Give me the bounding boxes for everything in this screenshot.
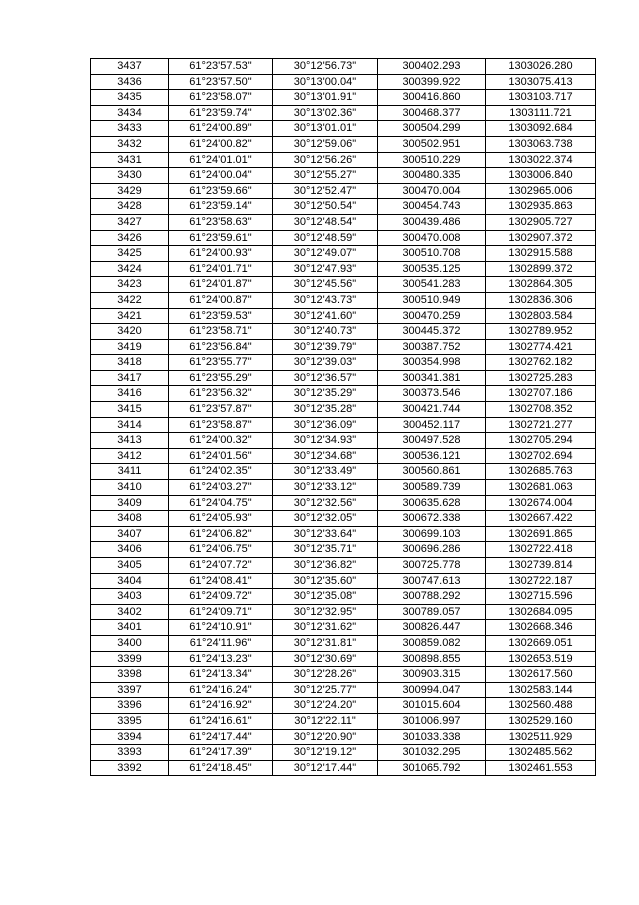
- y-coordinate-cell: 1302485.562: [486, 745, 596, 761]
- x-coordinate-cell: 300468.377: [378, 105, 486, 121]
- table-row: [91, 573, 596, 589]
- x-coordinate-cell: 300502.951: [378, 136, 486, 152]
- table-row: [91, 136, 596, 152]
- point-number-cell: 3398: [91, 667, 169, 683]
- point-number-cell: 3415: [91, 402, 169, 418]
- longitude-cell: 30°12'34.68": [273, 448, 378, 464]
- longitude-cell: 30°12'56.73": [273, 59, 378, 75]
- table-row: [91, 370, 596, 386]
- point-number-cell: 3434: [91, 105, 169, 121]
- point-number-cell: 3422: [91, 292, 169, 308]
- y-coordinate-cell: 1302864.305: [486, 277, 596, 293]
- table-row: [91, 448, 596, 464]
- longitude-cell: 30°12'35.29": [273, 386, 378, 402]
- x-coordinate-cell: 301015.604: [378, 698, 486, 714]
- longitude-cell: 30°12'39.79": [273, 339, 378, 355]
- longitude-cell: 30°12'50.54": [273, 199, 378, 215]
- longitude-cell: 30°12'55.27": [273, 168, 378, 184]
- longitude-cell: 30°12'33.49": [273, 464, 378, 480]
- longitude-cell: 30°12'36.09": [273, 417, 378, 433]
- point-number-cell: 3436: [91, 74, 169, 90]
- coordinate-table-body: [91, 59, 596, 776]
- y-coordinate-cell: 1302965.006: [486, 183, 596, 199]
- longitude-cell: 30°12'25.77": [273, 682, 378, 698]
- point-number-cell: 3421: [91, 308, 169, 324]
- point-number-cell: 3395: [91, 713, 169, 729]
- latitude-cell: 61°23'56.32": [169, 386, 273, 402]
- table-row: [91, 417, 596, 433]
- point-number-cell: 3411: [91, 464, 169, 480]
- point-number-cell: 3412: [91, 448, 169, 464]
- x-coordinate-cell: 300470.004: [378, 183, 486, 199]
- x-coordinate-cell: 300341.381: [378, 370, 486, 386]
- y-coordinate-cell: 1302691.865: [486, 526, 596, 542]
- latitude-cell: 61°24'06.82": [169, 526, 273, 542]
- x-coordinate-cell: 300789.057: [378, 604, 486, 620]
- latitude-cell: 61°23'57.50": [169, 74, 273, 90]
- latitude-cell: 61°24'00.89": [169, 121, 273, 137]
- latitude-cell: 61°24'05.93": [169, 511, 273, 527]
- y-coordinate-cell: 1303006.840: [486, 168, 596, 184]
- table-row: [91, 292, 596, 308]
- table-row: [91, 558, 596, 574]
- table-row: [91, 214, 596, 230]
- y-coordinate-cell: 1302762.182: [486, 355, 596, 371]
- longitude-cell: 30°13'02.36": [273, 105, 378, 121]
- point-number-cell: 3431: [91, 152, 169, 168]
- latitude-cell: 61°24'00.04": [169, 168, 273, 184]
- y-coordinate-cell: 1302681.063: [486, 480, 596, 496]
- table-row: [91, 277, 596, 293]
- longitude-cell: 30°12'41.60": [273, 308, 378, 324]
- x-coordinate-cell: 300536.121: [378, 448, 486, 464]
- x-coordinate-cell: 300747.613: [378, 573, 486, 589]
- x-coordinate-cell: 300535.125: [378, 261, 486, 277]
- longitude-cell: 30°13'01.01": [273, 121, 378, 137]
- longitude-cell: 30°13'00.04": [273, 74, 378, 90]
- point-number-cell: 3397: [91, 682, 169, 698]
- x-coordinate-cell: 300859.082: [378, 635, 486, 651]
- longitude-cell: 30°12'35.28": [273, 402, 378, 418]
- x-coordinate-cell: 300903.315: [378, 667, 486, 683]
- longitude-cell: 30°12'33.64": [273, 526, 378, 542]
- latitude-cell: 61°23'57.87": [169, 402, 273, 418]
- point-number-cell: 3430: [91, 168, 169, 184]
- y-coordinate-cell: 1302702.694: [486, 448, 596, 464]
- x-coordinate-cell: 300373.546: [378, 386, 486, 402]
- table-row: [91, 682, 596, 698]
- coordinate-table: [90, 58, 596, 776]
- x-coordinate-cell: 300439.486: [378, 214, 486, 230]
- point-number-cell: 3403: [91, 589, 169, 605]
- table-row: [91, 324, 596, 340]
- latitude-cell: 61°24'08.41": [169, 573, 273, 589]
- y-coordinate-cell: 1302708.352: [486, 402, 596, 418]
- latitude-cell: 61°23'58.87": [169, 417, 273, 433]
- x-coordinate-cell: 300416.860: [378, 90, 486, 106]
- longitude-cell: 30°12'49.07": [273, 246, 378, 262]
- y-coordinate-cell: 1302529.160: [486, 713, 596, 729]
- latitude-cell: 61°24'11.96": [169, 635, 273, 651]
- longitude-cell: 30°12'32.05": [273, 511, 378, 527]
- y-coordinate-cell: 1302722.187: [486, 573, 596, 589]
- y-coordinate-cell: 1302836.306: [486, 292, 596, 308]
- point-number-cell: 3413: [91, 433, 169, 449]
- longitude-cell: 30°12'35.71": [273, 542, 378, 558]
- point-number-cell: 3423: [91, 277, 169, 293]
- table-row: [91, 402, 596, 418]
- latitude-cell: 61°24'00.82": [169, 136, 273, 152]
- latitude-cell: 61°24'01.71": [169, 261, 273, 277]
- point-number-cell: 3409: [91, 495, 169, 511]
- point-number-cell: 3428: [91, 199, 169, 215]
- y-coordinate-cell: 1302905.727: [486, 214, 596, 230]
- point-number-cell: 3420: [91, 324, 169, 340]
- x-coordinate-cell: 300480.335: [378, 168, 486, 184]
- point-number-cell: 3400: [91, 635, 169, 651]
- longitude-cell: 30°12'43.73": [273, 292, 378, 308]
- point-number-cell: 3433: [91, 121, 169, 137]
- table-row: [91, 620, 596, 636]
- table-row: [91, 230, 596, 246]
- latitude-cell: 61°23'59.66": [169, 183, 273, 199]
- x-coordinate-cell: 301033.338: [378, 729, 486, 745]
- y-coordinate-cell: 1303022.374: [486, 152, 596, 168]
- point-number-cell: 3435: [91, 90, 169, 106]
- table-row: [91, 246, 596, 262]
- point-number-cell: 3426: [91, 230, 169, 246]
- x-coordinate-cell: 300560.861: [378, 464, 486, 480]
- point-number-cell: 3405: [91, 558, 169, 574]
- table-row: [91, 589, 596, 605]
- x-coordinate-cell: 301032.295: [378, 745, 486, 761]
- table-row: [91, 433, 596, 449]
- y-coordinate-cell: 1302915.588: [486, 246, 596, 262]
- longitude-cell: 30°12'52.47": [273, 183, 378, 199]
- y-coordinate-cell: 1302667.422: [486, 511, 596, 527]
- longitude-cell: 30°12'39.03": [273, 355, 378, 371]
- table-row: [91, 511, 596, 527]
- longitude-cell: 30°12'48.59": [273, 230, 378, 246]
- x-coordinate-cell: 300402.293: [378, 59, 486, 75]
- point-number-cell: 3418: [91, 355, 169, 371]
- x-coordinate-cell: 300725.778: [378, 558, 486, 574]
- point-number-cell: 3419: [91, 339, 169, 355]
- longitude-cell: 30°12'32.56": [273, 495, 378, 511]
- latitude-cell: 61°24'18.45": [169, 760, 273, 776]
- table-row: [91, 59, 596, 75]
- x-coordinate-cell: 300541.283: [378, 277, 486, 293]
- y-coordinate-cell: 1303063.738: [486, 136, 596, 152]
- table-row: [91, 480, 596, 496]
- y-coordinate-cell: 1302721.277: [486, 417, 596, 433]
- y-coordinate-cell: 1302560.488: [486, 698, 596, 714]
- latitude-cell: 61°23'55.29": [169, 370, 273, 386]
- table-row: [91, 168, 596, 184]
- latitude-cell: 61°24'10.91": [169, 620, 273, 636]
- y-coordinate-cell: 1303111.721: [486, 105, 596, 121]
- x-coordinate-cell: 300504.299: [378, 121, 486, 137]
- table-row: [91, 152, 596, 168]
- x-coordinate-cell: 300497.528: [378, 433, 486, 449]
- longitude-cell: 30°12'47.93": [273, 261, 378, 277]
- x-coordinate-cell: 300452.117: [378, 417, 486, 433]
- latitude-cell: 61°24'01.87": [169, 277, 273, 293]
- longitude-cell: 30°12'17.44": [273, 760, 378, 776]
- y-coordinate-cell: 1302774.421: [486, 339, 596, 355]
- latitude-cell: 61°24'17.39": [169, 745, 273, 761]
- table-row: [91, 635, 596, 651]
- latitude-cell: 61°24'04.75": [169, 495, 273, 511]
- x-coordinate-cell: 300589.739: [378, 480, 486, 496]
- latitude-cell: 61°23'59.14": [169, 199, 273, 215]
- table-row: [91, 526, 596, 542]
- longitude-cell: 30°12'36.57": [273, 370, 378, 386]
- point-number-cell: 3414: [91, 417, 169, 433]
- point-number-cell: 3432: [91, 136, 169, 152]
- longitude-cell: 30°12'31.62": [273, 620, 378, 636]
- y-coordinate-cell: 1302684.095: [486, 604, 596, 620]
- table-row: [91, 713, 596, 729]
- x-coordinate-cell: 300421.744: [378, 402, 486, 418]
- x-coordinate-cell: 300354.998: [378, 355, 486, 371]
- table-row: [91, 339, 596, 355]
- latitude-cell: 61°24'17.44": [169, 729, 273, 745]
- longitude-cell: 30°13'01.91": [273, 90, 378, 106]
- x-coordinate-cell: 300470.008: [378, 230, 486, 246]
- point-number-cell: 3402: [91, 604, 169, 620]
- table-row: [91, 698, 596, 714]
- point-number-cell: 3424: [91, 261, 169, 277]
- point-number-cell: 3406: [91, 542, 169, 558]
- latitude-cell: 61°24'13.34": [169, 667, 273, 683]
- latitude-cell: 61°24'09.71": [169, 604, 273, 620]
- point-number-cell: 3416: [91, 386, 169, 402]
- table-row: [91, 386, 596, 402]
- table-row: [91, 667, 596, 683]
- y-coordinate-cell: 1302707.186: [486, 386, 596, 402]
- longitude-cell: 30°12'34.93": [273, 433, 378, 449]
- table-row: [91, 90, 596, 106]
- x-coordinate-cell: 300399.922: [378, 74, 486, 90]
- table-row: [91, 74, 596, 90]
- latitude-cell: 61°24'00.87": [169, 292, 273, 308]
- point-number-cell: 3408: [91, 511, 169, 527]
- longitude-cell: 30°12'32.95": [273, 604, 378, 620]
- point-number-cell: 3396: [91, 698, 169, 714]
- y-coordinate-cell: 1302583.144: [486, 682, 596, 698]
- latitude-cell: 61°23'58.71": [169, 324, 273, 340]
- table-row: [91, 729, 596, 745]
- latitude-cell: 61°23'59.61": [169, 230, 273, 246]
- table-row: [91, 760, 596, 776]
- latitude-cell: 61°24'07.72": [169, 558, 273, 574]
- y-coordinate-cell: 1302789.952: [486, 324, 596, 340]
- x-coordinate-cell: 300994.047: [378, 682, 486, 698]
- point-number-cell: 3392: [91, 760, 169, 776]
- latitude-cell: 61°24'09.72": [169, 589, 273, 605]
- point-number-cell: 3394: [91, 729, 169, 745]
- longitude-cell: 30°12'59.06": [273, 136, 378, 152]
- table-row: [91, 604, 596, 620]
- y-coordinate-cell: 1302669.051: [486, 635, 596, 651]
- point-number-cell: 3425: [91, 246, 169, 262]
- x-coordinate-cell: 301065.792: [378, 760, 486, 776]
- latitude-cell: 61°23'57.53": [169, 59, 273, 75]
- longitude-cell: 30°12'19.12": [273, 745, 378, 761]
- longitude-cell: 30°12'40.73": [273, 324, 378, 340]
- table-row: [91, 495, 596, 511]
- latitude-cell: 61°23'55.77": [169, 355, 273, 371]
- y-coordinate-cell: 1302668.346: [486, 620, 596, 636]
- point-number-cell: 3401: [91, 620, 169, 636]
- latitude-cell: 61°24'00.32": [169, 433, 273, 449]
- x-coordinate-cell: 300696.286: [378, 542, 486, 558]
- latitude-cell: 61°24'00.93": [169, 246, 273, 262]
- table-row: [91, 261, 596, 277]
- latitude-cell: 61°23'58.07": [169, 90, 273, 106]
- table-row: [91, 199, 596, 215]
- longitude-cell: 30°12'33.12": [273, 480, 378, 496]
- y-coordinate-cell: 1302461.553: [486, 760, 596, 776]
- longitude-cell: 30°12'35.60": [273, 573, 378, 589]
- longitude-cell: 30°12'31.81": [273, 635, 378, 651]
- point-number-cell: 3429: [91, 183, 169, 199]
- y-coordinate-cell: 1302803.584: [486, 308, 596, 324]
- y-coordinate-cell: 1302899.372: [486, 261, 596, 277]
- y-coordinate-cell: 1302674.004: [486, 495, 596, 511]
- longitude-cell: 30°12'35.08": [273, 589, 378, 605]
- latitude-cell: 61°23'56.84": [169, 339, 273, 355]
- latitude-cell: 61°24'01.01": [169, 152, 273, 168]
- table-row: [91, 542, 596, 558]
- x-coordinate-cell: 300445.372: [378, 324, 486, 340]
- x-coordinate-cell: 300635.628: [378, 495, 486, 511]
- longitude-cell: 30°12'36.82": [273, 558, 378, 574]
- y-coordinate-cell: 1302907.372: [486, 230, 596, 246]
- point-number-cell: 3437: [91, 59, 169, 75]
- longitude-cell: 30°12'22.11": [273, 713, 378, 729]
- y-coordinate-cell: 1303075.413: [486, 74, 596, 90]
- latitude-cell: 61°24'01.56": [169, 448, 273, 464]
- longitude-cell: 30°12'28.26": [273, 667, 378, 683]
- longitude-cell: 30°12'20.90": [273, 729, 378, 745]
- y-coordinate-cell: 1302715.596: [486, 589, 596, 605]
- table-row: [91, 745, 596, 761]
- y-coordinate-cell: 1302653.519: [486, 651, 596, 667]
- x-coordinate-cell: 300788.292: [378, 589, 486, 605]
- point-number-cell: 3427: [91, 214, 169, 230]
- table-row: [91, 183, 596, 199]
- point-number-cell: 3407: [91, 526, 169, 542]
- x-coordinate-cell: 300699.103: [378, 526, 486, 542]
- latitude-cell: 61°24'02.35": [169, 464, 273, 480]
- point-number-cell: 3393: [91, 745, 169, 761]
- point-number-cell: 3410: [91, 480, 169, 496]
- y-coordinate-cell: 1303026.280: [486, 59, 596, 75]
- latitude-cell: 61°23'59.74": [169, 105, 273, 121]
- x-coordinate-cell: 300510.949: [378, 292, 486, 308]
- latitude-cell: 61°24'16.61": [169, 713, 273, 729]
- y-coordinate-cell: 1302685.763: [486, 464, 596, 480]
- x-coordinate-cell: 300470.259: [378, 308, 486, 324]
- table-row: [91, 308, 596, 324]
- table-row: [91, 105, 596, 121]
- y-coordinate-cell: 1303103.717: [486, 90, 596, 106]
- y-coordinate-cell: 1302739.814: [486, 558, 596, 574]
- y-coordinate-cell: 1303092.684: [486, 121, 596, 137]
- table-row: [91, 651, 596, 667]
- point-number-cell: 3404: [91, 573, 169, 589]
- longitude-cell: 30°12'24.20": [273, 698, 378, 714]
- x-coordinate-cell: 300826.447: [378, 620, 486, 636]
- latitude-cell: 61°24'03.27": [169, 480, 273, 496]
- x-coordinate-cell: 300454.743: [378, 199, 486, 215]
- point-number-cell: 3417: [91, 370, 169, 386]
- x-coordinate-cell: 300672.338: [378, 511, 486, 527]
- y-coordinate-cell: 1302725.283: [486, 370, 596, 386]
- point-number-cell: 3399: [91, 651, 169, 667]
- x-coordinate-cell: 300510.708: [378, 246, 486, 262]
- latitude-cell: 61°24'13.23": [169, 651, 273, 667]
- y-coordinate-cell: 1302705.294: [486, 433, 596, 449]
- x-coordinate-cell: 301006.997: [378, 713, 486, 729]
- longitude-cell: 30°12'45.56": [273, 277, 378, 293]
- x-coordinate-cell: 300510.229: [378, 152, 486, 168]
- latitude-cell: 61°24'16.24": [169, 682, 273, 698]
- latitude-cell: 61°23'59.53": [169, 308, 273, 324]
- latitude-cell: 61°23'58.63": [169, 214, 273, 230]
- y-coordinate-cell: 1302935.863: [486, 199, 596, 215]
- table-row: [91, 464, 596, 480]
- table-row: [91, 355, 596, 371]
- x-coordinate-cell: 300898.855: [378, 651, 486, 667]
- longitude-cell: 30°12'30.69": [273, 651, 378, 667]
- longitude-cell: 30°12'48.54": [273, 214, 378, 230]
- y-coordinate-cell: 1302722.418: [486, 542, 596, 558]
- latitude-cell: 61°24'06.75": [169, 542, 273, 558]
- longitude-cell: 30°12'56.26": [273, 152, 378, 168]
- latitude-cell: 61°24'16.92": [169, 698, 273, 714]
- table-row: [91, 121, 596, 137]
- y-coordinate-cell: 1302617.560: [486, 667, 596, 683]
- x-coordinate-cell: 300387.752: [378, 339, 486, 355]
- y-coordinate-cell: 1302511.929: [486, 729, 596, 745]
